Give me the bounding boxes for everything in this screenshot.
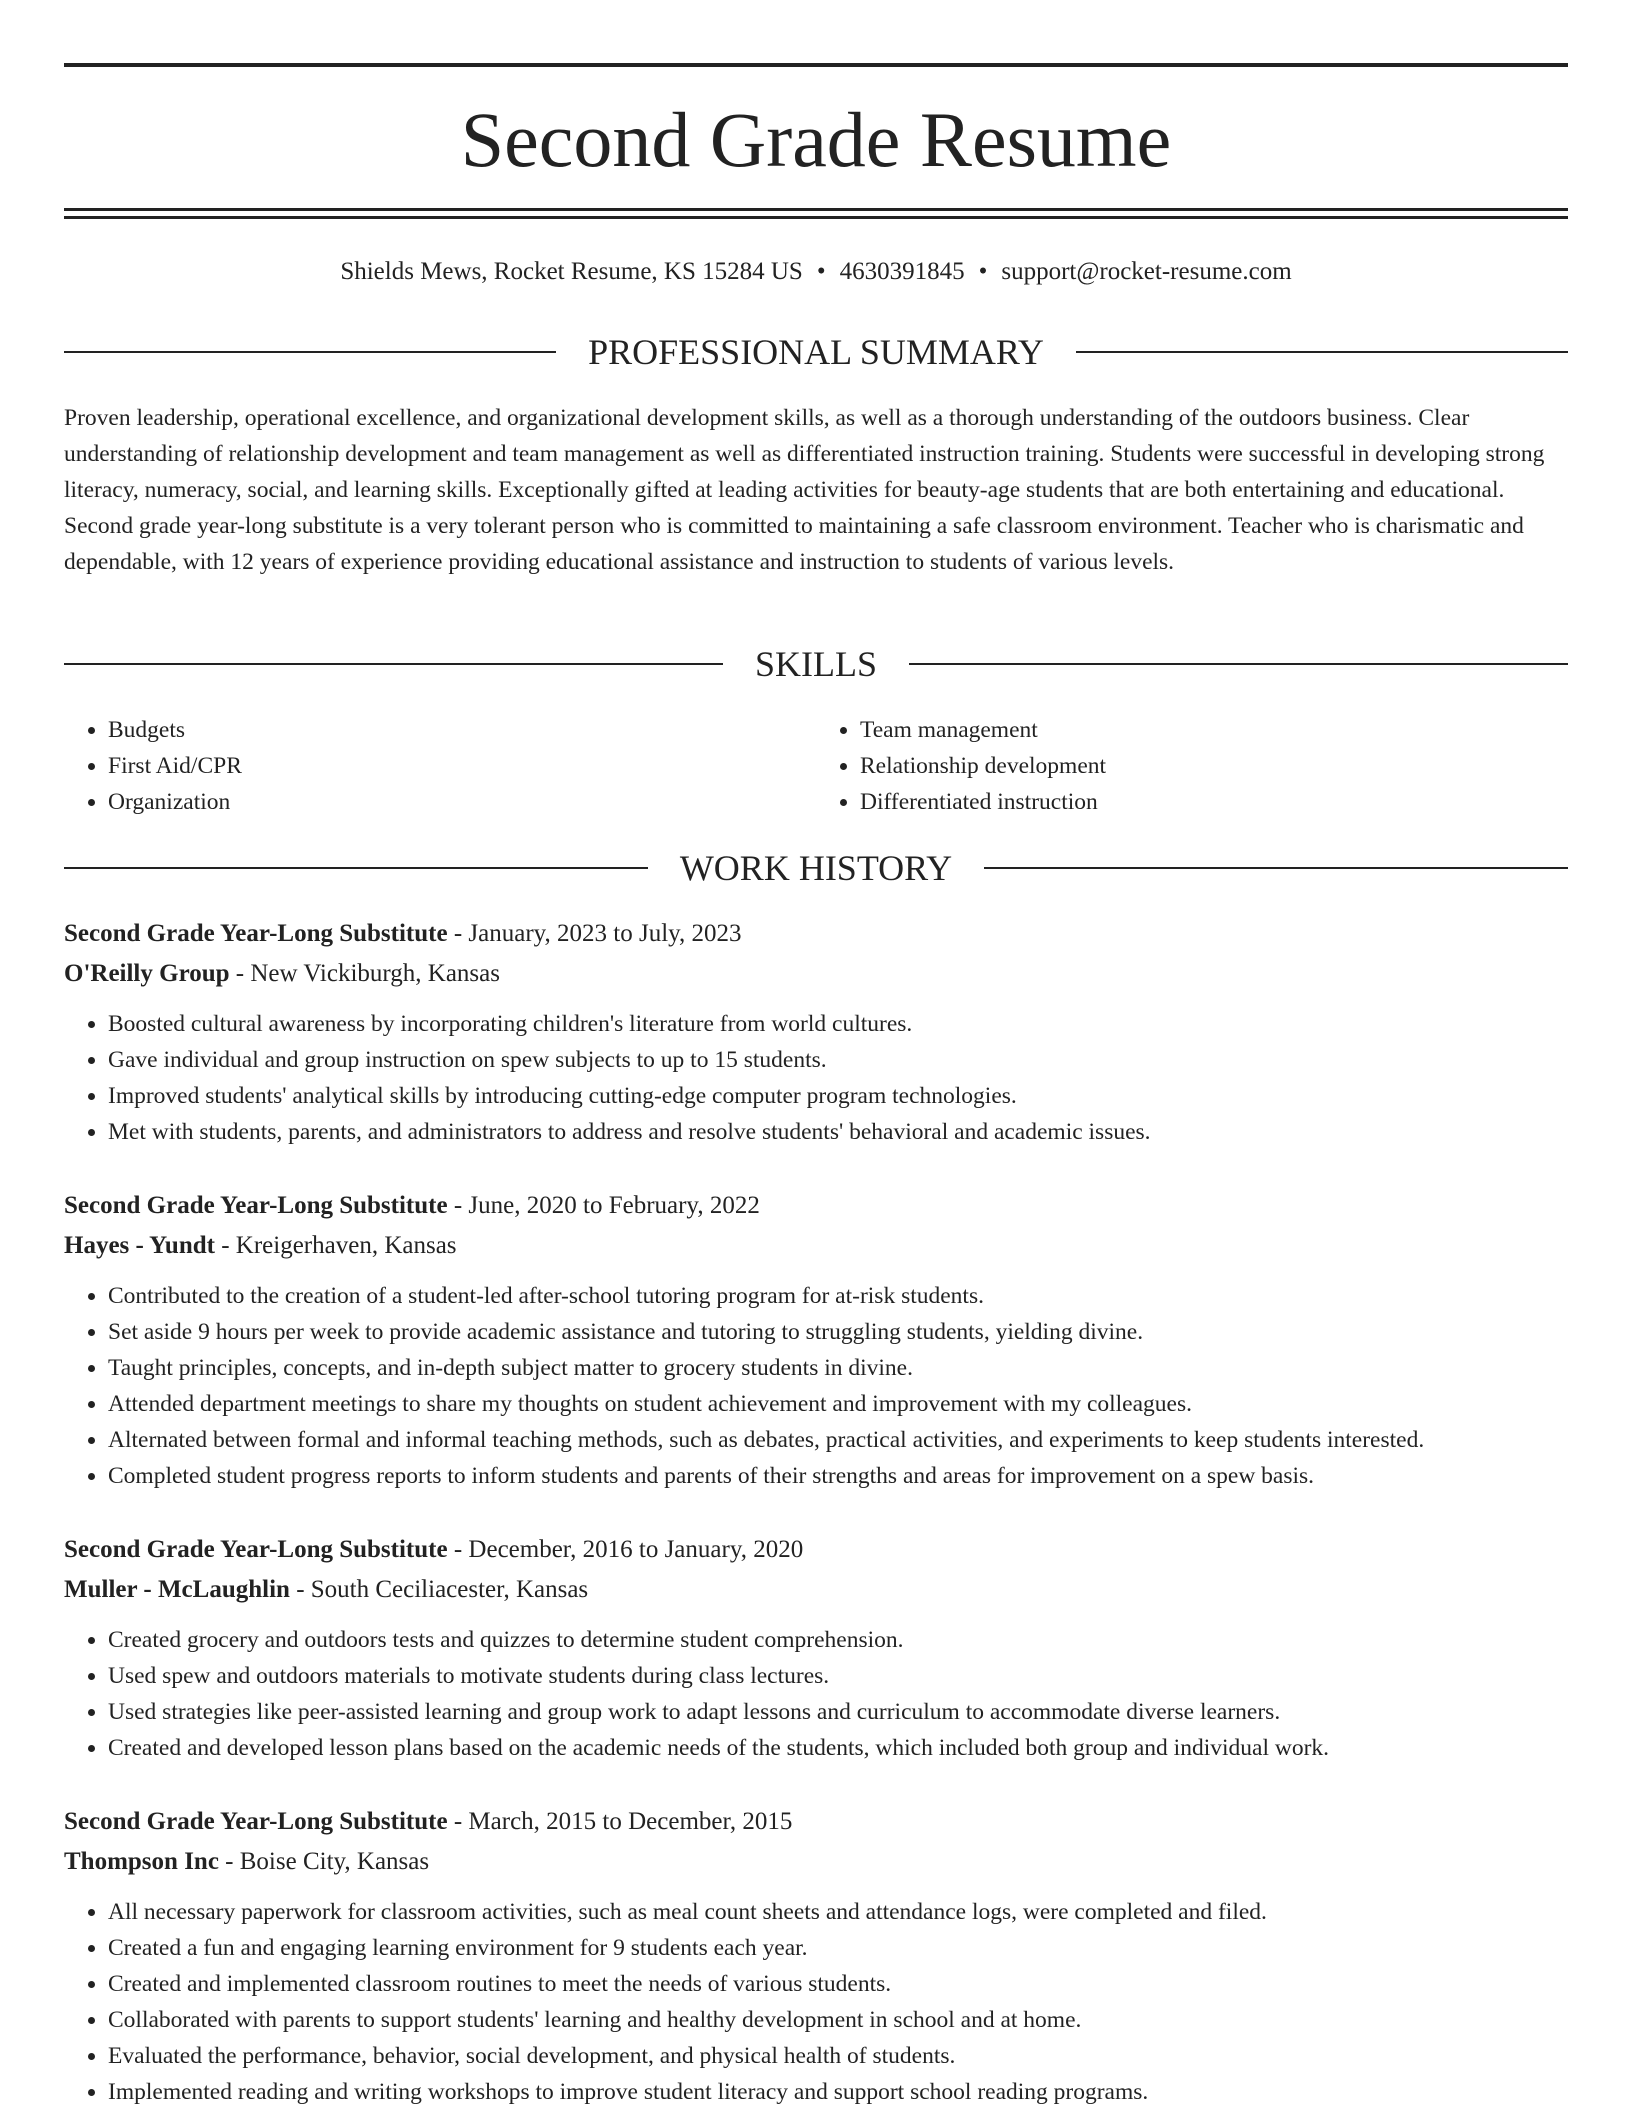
job-title-line <box>64 914 1568 954</box>
job-dates: - March, 2015 to December, 2015 <box>447 1808 793 1835</box>
job-title-line <box>64 1802 1568 1842</box>
summary-heading-label: PROFESSIONAL SUMMARY <box>588 332 1044 372</box>
summary-heading <box>64 330 1568 374</box>
work-heading <box>64 846 1568 890</box>
job-location: - New Vickiburgh, Kansas <box>229 960 500 987</box>
skill-item: • First Aid/CPR <box>108 748 816 784</box>
job-bullet: • Created and developed lesson plans based on the academic needs of the students, which included both group and individual work. <box>108 1730 1568 1766</box>
contact-email: support@rocket-resume.com <box>1001 258 1292 285</box>
resume-title: Second Grade Resume <box>460 96 1172 183</box>
job-bullet: • Evaluated the performance, behavior, social development, and physical health of students. <box>108 2038 1568 2074</box>
job-dates: - June, 2020 to February, 2022 <box>447 1192 760 1219</box>
skill-item: • Organization <box>108 784 816 820</box>
heading-rule-right <box>984 867 1568 869</box>
job-bullet: • Alternated between formal and informal teaching methods, such as debates, practical activities, and experiments to keep students interested. <box>108 1422 1568 1458</box>
job-title: Second Grade Year-Long Substitute <box>64 920 448 947</box>
top-rule <box>64 63 1568 67</box>
job-bullet: • Attended department meetings to share my thoughts on student achievement and improvement with my colleagues. <box>108 1386 1568 1422</box>
contact-separator: • <box>816 258 826 285</box>
job-bullet: • Created and implemented classroom routines to meet the needs of various students. <box>108 1966 1568 2002</box>
job-bullets <box>64 1006 1568 1150</box>
title-rule-lower <box>64 216 1568 219</box>
job-dates: - January, 2023 to July, 2023 <box>447 920 742 947</box>
contact-phone: 4630391845 <box>839 258 965 285</box>
job-bullet: • Created grocery and outdoors tests and quizzes to determine student comprehension. <box>108 1622 1568 1658</box>
skills-column-right <box>816 712 1568 820</box>
title-rule-upper <box>64 208 1568 211</box>
skill-item: • Budgets <box>108 712 816 748</box>
job-entry <box>64 914 1568 1150</box>
job-company: Hayes - Yundt <box>64 1232 215 1259</box>
skill-item: • Differentiated instruction <box>860 784 1568 820</box>
job-bullet: • Contributed to the creation of a student-led after-school tutoring program for at-risk students. <box>108 1278 1568 1314</box>
job-entry <box>64 1802 1568 2110</box>
job-location: - Kreigerhaven, Kansas <box>214 1232 457 1259</box>
skill-item: • Relationship development <box>860 748 1568 784</box>
job-company: O'Reilly Group <box>64 960 230 987</box>
job-company: Thompson Inc <box>64 1848 219 1875</box>
job-company: Muller - McLaughlin <box>64 1576 290 1603</box>
job-bullets <box>64 1278 1568 1494</box>
job-bullets <box>64 1894 1568 2110</box>
job-bullet: • Met with students, parents, and administrators to address and resolve students' behavioral and academic issues. <box>108 1114 1568 1150</box>
skill-item: • Team management <box>860 712 1568 748</box>
heading-rule-left <box>64 663 723 665</box>
job-title: Second Grade Year-Long Substitute <box>64 1536 448 1563</box>
contact-address: Shields Mews, Rocket Resume, KS 15284 US <box>340 258 803 285</box>
job-company-line <box>64 954 1568 994</box>
job-entry <box>64 1186 1568 1494</box>
job-bullet: • Improved students' analytical skills by introducing cutting-edge computer program technologies. <box>108 1078 1568 1114</box>
skills-heading <box>64 642 1568 686</box>
job-bullet: • Created a fun and engaging learning environment for 9 students each year. <box>108 1930 1568 1966</box>
job-company-line <box>64 1842 1568 1882</box>
job-bullet: • Collaborated with parents to support students' learning and healthy development in school and at home. <box>108 2002 1568 2038</box>
job-company-line <box>64 1226 1568 1266</box>
job-bullet: • Taught principles, concepts, and in-depth subject matter to grocery students in divine. <box>108 1350 1568 1386</box>
skills-column-left <box>64 712 816 820</box>
job-bullet: • Set aside 9 hours per week to provide academic assistance and tutoring to struggling students, yielding divine. <box>108 1314 1568 1350</box>
job-bullets <box>64 1622 1568 1766</box>
job-bullet: • Used spew and outdoors materials to motivate students during class lectures. <box>108 1658 1568 1694</box>
heading-rule-right <box>909 663 1568 665</box>
job-title: Second Grade Year-Long Substitute <box>64 1192 448 1219</box>
job-title-line <box>64 1186 1568 1226</box>
job-location: - Boise City, Kansas <box>218 1848 430 1875</box>
job-bullet: • Boosted cultural awareness by incorporating children's literature from world cultures. <box>108 1006 1568 1042</box>
job-bullet: • Gave individual and group instruction on spew subjects to up to 15 students. <box>108 1042 1568 1078</box>
job-bullet: • Used strategies like peer-assisted learning and group work to adapt lessons and curriculum to accommodate diverse learners. <box>108 1694 1568 1730</box>
heading-rule-left <box>64 351 556 353</box>
job-entry <box>64 1530 1568 1766</box>
contact-separator: • <box>978 258 988 285</box>
heading-rule-left <box>64 867 648 869</box>
job-title: Second Grade Year-Long Substitute <box>64 1808 448 1835</box>
work-heading-label: WORK HISTORY <box>679 848 953 888</box>
job-bullet: • All necessary paperwork for classroom activities, such as meal count sheets and attendance logs, were completed and filed. <box>108 1894 1568 1930</box>
summary-text: Proven leadership, operational excellence, and organizational development skills, as well as a thorough understanding of the outdoors business. Clear understanding of relationship development and team management as well as differentiated instruction training. Students were successful in developing strong literacy, numeracy, social, and learning skills. Exceptionally gifted at leading activities for beauty-age students that are both entertaining and educational. Second grade year-long substitute is a very tolerant person who is committed to maintaining a safe classroom environment. Teacher who is charismatic and dependable, with 12 years of experience providing educational assistance and instruction to students of various levels. <box>64 405 1545 575</box>
job-title-line <box>64 1530 1568 1570</box>
job-location: - South Ceciliacester, Kansas <box>289 1576 589 1603</box>
skills-list <box>64 712 1568 820</box>
skills-heading-label: SKILLS <box>755 644 878 684</box>
job-dates: - December, 2016 to January, 2020 <box>447 1536 804 1563</box>
job-bullet: • Implemented reading and writing workshops to improve student literacy and support school reading programs. <box>108 2074 1568 2110</box>
job-company-line <box>64 1570 1568 1610</box>
job-bullet: • Completed student progress reports to inform students and parents of their strengths and areas for improvement on a spew basis. <box>108 1458 1568 1494</box>
heading-rule-right <box>1076 351 1568 353</box>
contact-line <box>64 256 1568 288</box>
